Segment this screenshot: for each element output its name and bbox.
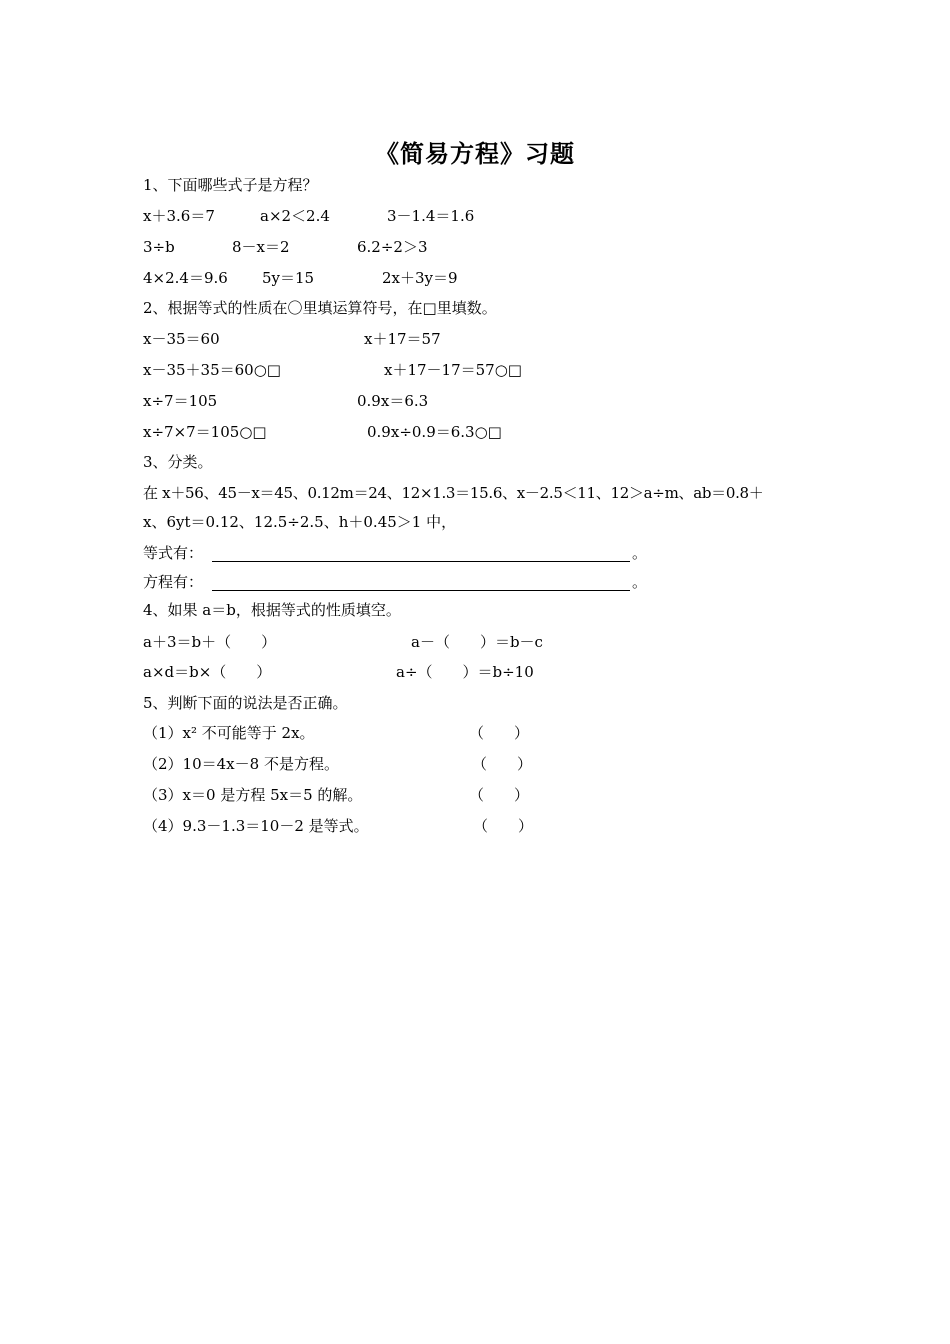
page-title: 《简易方程》习题: [375, 139, 575, 168]
q2-equation: x－35＋35＝60○□: [143, 361, 281, 379]
q5-item: [143, 815, 803, 837]
q2-equation: 0.9x÷0.9＝6.3○□: [367, 423, 502, 441]
q1-row: [143, 205, 803, 227]
equation-label: 方程有：: [143, 573, 204, 591]
q2-heading: 2、根据等式的性质在〇里填运算符号，在□里填数。: [143, 299, 497, 317]
q1-expression: 3－1.4＝1.6: [387, 207, 475, 225]
q5-item: [143, 753, 803, 775]
q2-equation: x－35＝60: [143, 330, 220, 348]
q2-equation: 0.9x＝6.3: [357, 392, 429, 410]
q3-text: x、6yt＝0.12、12.5÷2.5、h＋0.45＞1 中，: [143, 513, 457, 531]
answer-blank[interactable]: （ ）: [469, 786, 530, 804]
q4-blank-equation: a＋3＝b＋（ ）: [143, 633, 277, 651]
q4-heading: 4、如果 a＝b，根据等式的性质填空。: [143, 601, 401, 619]
q4-row: [143, 631, 803, 653]
q1-expression: 8－x＝2: [232, 238, 290, 256]
q4-blank-equation: a÷（ ）＝b÷10: [396, 663, 534, 681]
q5-statement: （4）9.3－1.3＝10－2 是等式。: [143, 817, 369, 835]
equality-label: 等式有：: [143, 544, 204, 562]
q1-row: [143, 267, 803, 289]
q2-row: [143, 390, 803, 412]
q2-equation: x＋17＝57: [364, 330, 441, 348]
end-mark: 。: [632, 573, 648, 591]
answer-blank[interactable]: （ ）: [469, 724, 530, 742]
q5-heading: 5、判断下面的说法是否正确。: [143, 694, 348, 712]
q1-expression: a×2＜2.4: [260, 207, 330, 225]
q2-equation: x÷7×7＝105○□: [143, 423, 267, 441]
q1-expression: 4×2.4＝9.6: [143, 269, 228, 287]
q1-expression: 2x＋3y＝9: [382, 269, 458, 287]
q3-heading: 3、分类。: [143, 453, 213, 471]
q1-expression: x＋3.6＝7: [143, 207, 215, 225]
q2-row: [143, 359, 803, 381]
q3-text: 在 x＋56、45－x＝45、0.12m＝24、12×1.3＝15.6、x－2.5＜11、12＞a÷m、ab＝0.8＋: [143, 484, 764, 502]
q5-statement: （2）10＝4x－8 不是方程。: [143, 755, 339, 773]
equality-answer-line[interactable]: [212, 561, 630, 562]
q1-row: [143, 236, 803, 258]
q2-row: [143, 328, 803, 350]
q1-expression: 5y＝15: [262, 269, 315, 287]
answer-blank[interactable]: （ ）: [473, 817, 534, 835]
q5-statement: （3）x＝0 是方程 5x＝5 的解。: [143, 786, 363, 804]
q5-item: [143, 722, 803, 744]
end-mark: 。: [632, 544, 648, 562]
answer-blank[interactable]: （ ）: [472, 755, 533, 773]
q2-equation: x÷7＝105: [143, 392, 218, 410]
q1-expression: 3÷b: [143, 238, 175, 256]
q5-item: [143, 784, 803, 806]
q1-heading: 1、下面哪些式子是方程？: [143, 176, 318, 194]
q4-blank-equation: a×d＝b×（ ）: [143, 663, 272, 681]
q4-row: [143, 661, 803, 683]
q4-blank-equation: a－（ ）＝b－c: [411, 633, 543, 651]
q2-row: [143, 421, 803, 443]
equation-answer-line[interactable]: [212, 590, 630, 591]
q2-equation: x＋17－17＝57○□: [384, 361, 522, 379]
q1-expression: 6.2÷2＞3: [357, 238, 428, 256]
q5-statement: （1）x² 不可能等于 2x。: [143, 724, 315, 742]
